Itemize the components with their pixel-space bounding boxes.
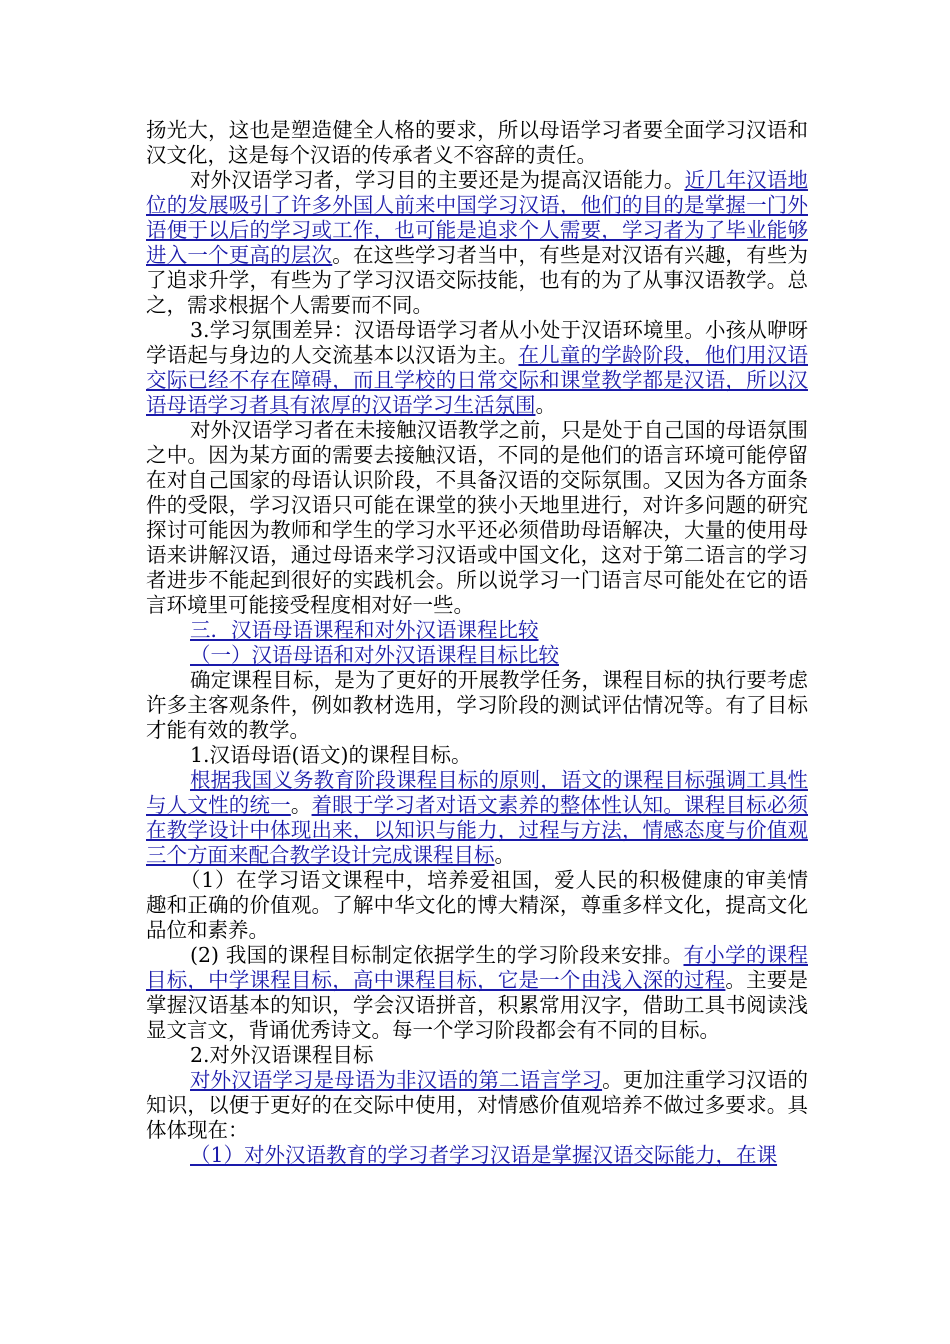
text-segment: 3.学习氛围差异：汉语母语学习者从小处于汉语环境里。小孩从咿呀学语起与身边的人交流基本以汉语为主。 xyxy=(146,318,808,367)
text-segment: 。更加注重学习汉语的知识，以便于更好的在交际中使用，对情感价值观培养不做过多要求。具体体现在： xyxy=(146,1068,809,1142)
text-segment: 。 xyxy=(494,843,515,867)
paragraph-3 xyxy=(146,318,808,418)
paragraph-8 xyxy=(146,868,808,943)
paragraph-2 xyxy=(146,168,808,318)
hyperlink-text[interactable]: 根据我国义务教育阶段课程目标的原则，语文的课程目标强调工具性与人文性的统一 xyxy=(146,768,808,817)
hyperlink-text[interactable]: 在儿童的学龄阶段，他们用汉语交际已经不存在障碍，而且学校的日常交际和课堂教学都是汉语，所以汉语母语学习者具有浓厚的汉语学习生活氛围 xyxy=(146,343,808,417)
paragraph-7 xyxy=(146,768,808,868)
paragraph-6 xyxy=(146,743,808,768)
text-segment: 。 xyxy=(290,793,312,817)
subsection-heading-1 xyxy=(146,643,808,668)
paragraph-4 xyxy=(146,418,808,618)
text-segment: 确定课程目标，是为了更好的开展教学任务，课程目标的执行要考虑许多主客观条件，例如教材选用，学习阶段的测试评估情况等。有了目标才能有效的教学。 xyxy=(146,668,808,742)
hyperlink-heading[interactable]: 三．汉语母语课程和对外汉语课程比较 xyxy=(190,618,539,642)
text-segment: 对外汉语学习者，学习目的主要还是为提高汉语能力。 xyxy=(190,168,685,192)
hyperlink-text[interactable]: 着眼于学习者对语文素养的整体性认知。课程目标必须在教学设计中体现出来，以知识与能力，过程与方法，情感态度与价值观三个方面来配合教学设计完成课程目标 xyxy=(146,793,809,867)
hyperlink-text[interactable]: 近几年汉语地位的发展吸引了许多外国人前来中国学习汉语，他们的目的是掌握一门外语便于以后的学习或工作，也可能是追求个人需要，学习者为了毕业能够进入一个更高的层次 xyxy=(146,168,809,267)
text-segment: 。在这些学习者当中，有些是对汉语有兴趣，有些为了追求升学，有些为了学习汉语交际技能，也有的为了从事汉语教学。总之，需求根据个人需要而不同。 xyxy=(146,243,809,317)
text-segment: 2.对外汉语课程目标 xyxy=(190,1043,374,1067)
text-segment: 1.汉语母语(语文)的课程目标。 xyxy=(190,743,472,767)
paragraph-11 xyxy=(146,1068,808,1143)
section-heading-3 xyxy=(146,618,808,643)
text-segment: (2) 我国的课程目标制定依据学生的学习阶段来安排。 xyxy=(190,943,684,967)
document-page xyxy=(146,118,808,1168)
paragraph-5 xyxy=(146,668,808,743)
text-segment: 对外汉语学习者在未接触汉语教学之前，只是处于自己国的母语氛围之中。因为某方面的需要去接触汉语，不同的是他们的语言环境可能停留在对自己国家的母语认识阶段，不具备汉语的交际氛围。又因为各方面条件的受限，学习汉语只可能在课堂的狭小天地里进行，对许多问题的研究探讨可能因为教师和学生的学习水平还必须借助母语解决，大量的使用母语来讲解汉语，通过母语来学习汉语或中国文化，这对于第二语言的学习者进步不能起到很好的实践机会。所以说学习一门语言尽可能处在它的语言环境里可能接受程度相对好一些。 xyxy=(146,418,808,617)
hyperlink-text[interactable]: （1）对外汉语教育的学习者学习汉语是掌握汉语交际能力，在课 xyxy=(190,1143,778,1167)
text-segment: （1）在学习语文课程中，培养爱祖国，爱人民的积极健康的审美情趣和正确的价值观。了解中华文化的博大精深，尊重多样文化，提高文化品位和素养。 xyxy=(146,868,808,942)
hyperlink-text[interactable]: 有小学的课程目标，中学课程目标，高中课程目标，它是一个由浅入深的过程 xyxy=(146,943,808,992)
hyperlink-text[interactable]: 对外汉语学习是母语为非汉语的第二语言学习 xyxy=(190,1068,603,1092)
paragraph-12 xyxy=(146,1143,808,1168)
text-segment: 。主要是掌握汉语基本的知识，学会汉语拼音，积累常用汉字，借助工具书阅读浅显文言文，背诵优秀诗文。每一个学习阶段都会有不同的目标。 xyxy=(146,968,809,1042)
hyperlink-heading[interactable]: （一）汉语母语和对外汉语课程目标比较 xyxy=(190,643,559,667)
paragraph-10 xyxy=(146,1043,808,1068)
text-segment: 。 xyxy=(535,393,556,417)
text-segment: 扬光大，这也是塑造健全人格的要求，所以母语学习者要全面学习汉语和汉文化，这是每个汉语的传承者义不容辞的责任。 xyxy=(146,118,808,167)
paragraph-9 xyxy=(146,943,808,1043)
paragraph-1 xyxy=(146,118,808,168)
